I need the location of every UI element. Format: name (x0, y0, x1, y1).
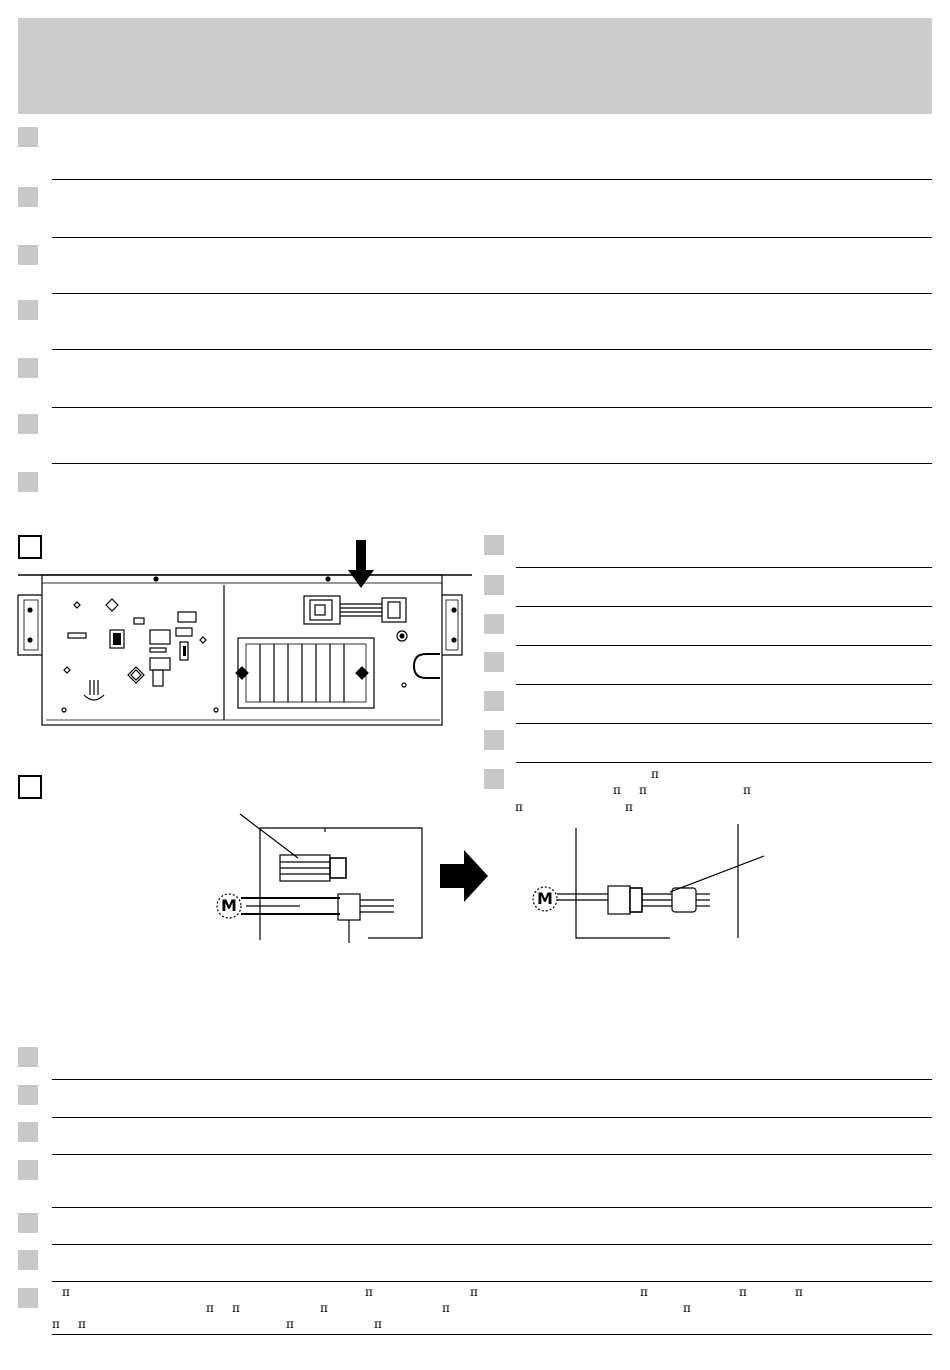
pi-glyph: π (470, 1285, 478, 1299)
step-divider (52, 1154, 932, 1155)
pi-glyph: π (640, 1285, 648, 1299)
figure-box-2 (18, 775, 42, 799)
step-marker (18, 1047, 38, 1067)
step-divider (52, 463, 932, 464)
pi-glyph: π (743, 783, 751, 797)
step-marker (484, 730, 504, 750)
pi-glyph: π (613, 783, 621, 797)
forward-arrow-icon (440, 850, 488, 902)
step-marker (484, 652, 504, 672)
step-divider (516, 723, 932, 724)
step-marker (18, 1122, 38, 1142)
step-divider (516, 684, 932, 685)
step-marker (18, 1085, 38, 1105)
step-marker (18, 358, 38, 378)
pi-glyph: π (78, 1317, 86, 1331)
pi-glyph: π (62, 1285, 70, 1299)
step-divider (52, 1117, 932, 1118)
control-board-figure (10, 530, 480, 735)
connector-before-figure (210, 810, 430, 945)
step-marker (484, 691, 504, 711)
step-marker (18, 1250, 38, 1270)
pi-glyph: π (206, 1301, 214, 1315)
step-divider (516, 606, 932, 607)
step-divider (52, 1334, 932, 1335)
step-marker (18, 187, 38, 207)
pi-glyph: π (286, 1317, 294, 1331)
step-marker (484, 614, 504, 634)
pi-glyph: π (683, 1301, 691, 1315)
step-divider (516, 762, 932, 763)
pi-glyph: π (442, 1301, 450, 1315)
pi-glyph: π (374, 1317, 382, 1331)
pi-glyph: π (320, 1301, 328, 1315)
connector-after-figure (520, 820, 770, 945)
step-marker (18, 1288, 38, 1308)
pi-glyph: π (639, 783, 647, 797)
step-marker (18, 127, 38, 147)
pi-glyph: π (739, 1285, 747, 1299)
pi-glyph: π (52, 1317, 60, 1331)
pi-glyph: π (365, 1285, 373, 1299)
page-header-band (18, 18, 932, 114)
step-divider (52, 1281, 932, 1282)
pi-glyph: π (232, 1301, 240, 1315)
step-divider (52, 407, 932, 408)
pi-glyph: π (795, 1285, 803, 1299)
step-marker (18, 245, 38, 265)
step-divider (52, 1207, 932, 1208)
step-marker (18, 1213, 38, 1233)
step-divider (52, 1244, 932, 1245)
motor-label-after: M (537, 889, 553, 908)
step-marker (484, 575, 504, 595)
pi-glyph: π (515, 800, 523, 814)
step-marker (18, 1160, 38, 1180)
step-marker (484, 535, 504, 555)
step-divider (516, 645, 932, 646)
pi-glyph: π (651, 767, 659, 781)
step-divider (52, 237, 932, 238)
step-marker (18, 300, 38, 320)
step-divider (52, 349, 932, 350)
step-divider (52, 1079, 932, 1080)
step-marker (18, 472, 38, 492)
step-divider (516, 567, 932, 568)
step-marker (18, 414, 38, 434)
step-divider (52, 179, 932, 180)
step-divider (52, 293, 932, 294)
pi-glyph: π (625, 800, 633, 814)
step-marker (484, 769, 504, 789)
motor-label-before: M (221, 896, 237, 915)
